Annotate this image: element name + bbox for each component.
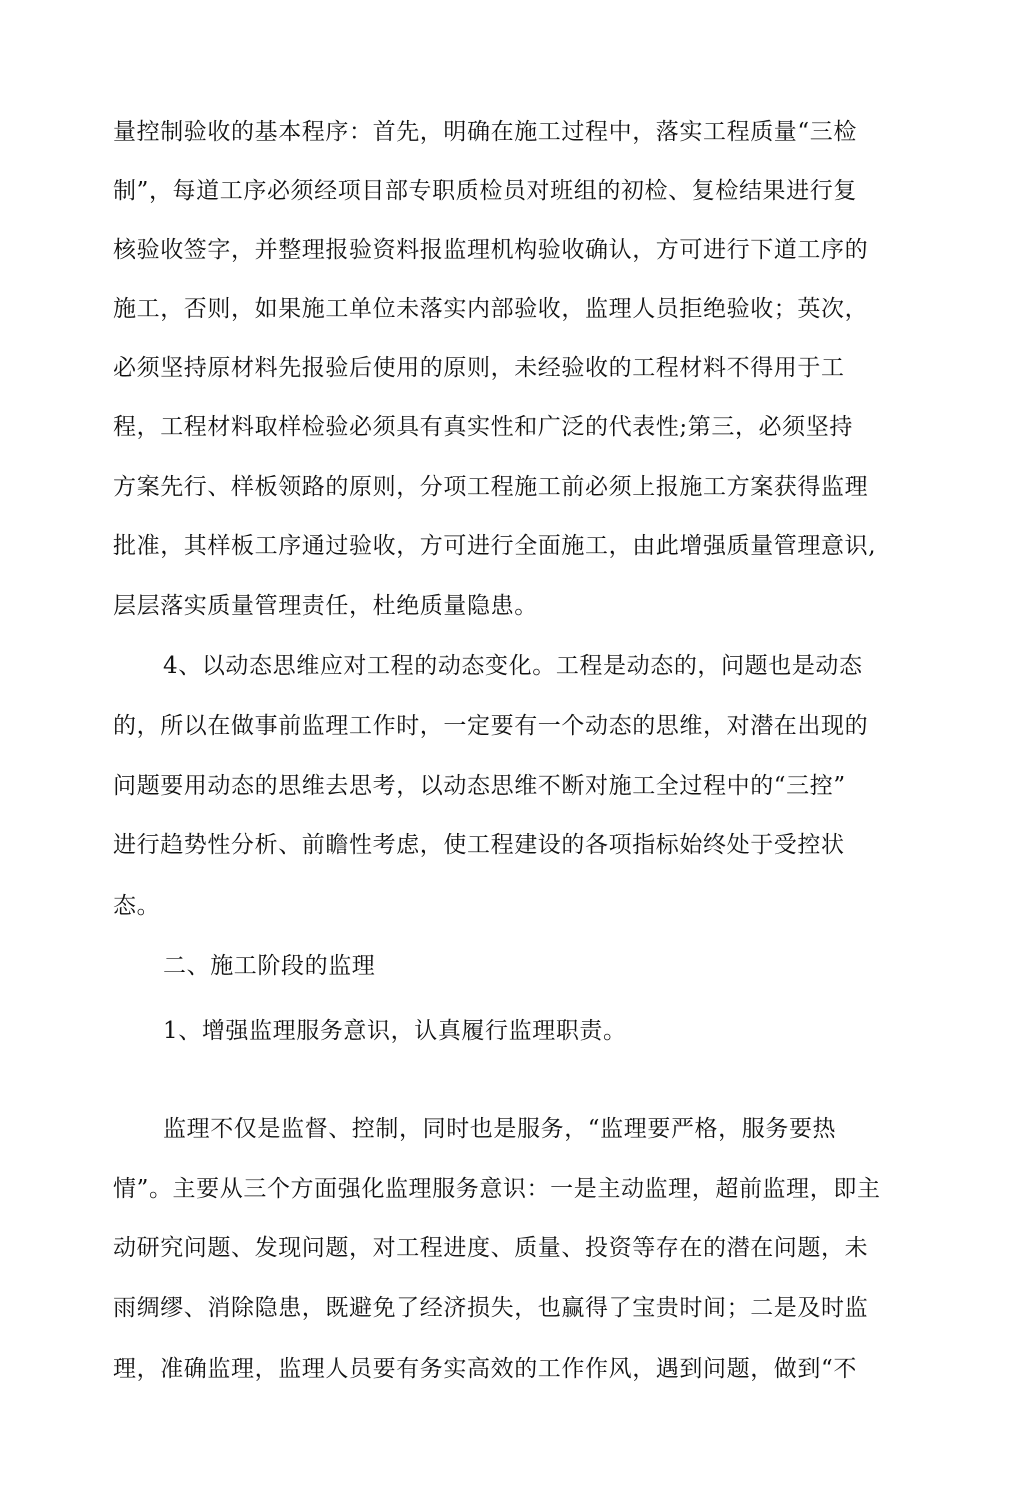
text-line: 施工，否则，如果施工单位未落实内部验收，监理人员拒绝验收；英次， — [113, 296, 869, 322]
text-line: 批准，其样板工序通过验收，方可进行全面施工，由此增强质量管理意识, — [113, 533, 877, 559]
text-line: 量控制验收的基本程序：首先，明确在施工过程中，落实工程质量“三检 — [113, 119, 857, 145]
text-line: 问题要用动态的思维去思考，以动态思维不断对施工全过程中的“三控” — [113, 773, 846, 799]
text-line: 核验收签字，并整理报验资料报监理机构验收确认，方可进行下道工序的 — [113, 237, 869, 263]
text-line: 态。 — [113, 893, 161, 919]
text-line: 程，工程材料取样检验必须具有真实性和广泛的代表性;第三，必须坚持 — [113, 414, 853, 440]
text-line: 进行趋势性分析、前瞻性考虑，使工程建设的各项指标始终处于受控状 — [113, 832, 845, 858]
section-heading: 二、施工阶段的监理 — [163, 953, 376, 979]
text-line: 情”。主要从三个方面强化监理服务意识：一是主动监理，超前监理，即主 — [113, 1176, 881, 1202]
text-line: 监理不仅是监督、控制，同时也是服务，“监理要严格，服务要热 — [163, 1116, 837, 1142]
paragraph-heading: 4、以动态思维应对工程的动态变化。工程是动态的，问题也是动态 — [163, 653, 863, 679]
text-line: 必须坚持原材料先报验后使用的原则，未经验收的工程材料不得用于工 — [113, 355, 845, 381]
text-line: 理，准确监理，监理人员要有务实高效的工作作风，遇到问题，做到“不 — [113, 1356, 857, 1382]
text-line: 方案先行、样板领路的原则，分项工程施工前必须上报施工方案获得监理 — [113, 474, 869, 500]
text-line: 雨绸缪、消除隐患，既避免了经济损失，也赢得了宝贵时间；二是及时监 — [113, 1295, 869, 1321]
text-line: 的，所以在做事前监理工作时，一定要有一个动态的思维，对潜在出现的 — [113, 713, 869, 739]
text-line: 制”，每道工序必须经项目部专职质检员对班组的初检、复检结果进行复 — [113, 178, 857, 204]
subsection-heading: 1、增强监理服务意识，认真履行监理职责。 — [163, 1018, 627, 1044]
text-line: 层层落实质量管理责任，杜绝质量隐患。 — [113, 593, 538, 619]
text-line: 动研究问题、发现问题，对工程进度、质量、投资等存在的潜在问题，未 — [113, 1235, 869, 1261]
